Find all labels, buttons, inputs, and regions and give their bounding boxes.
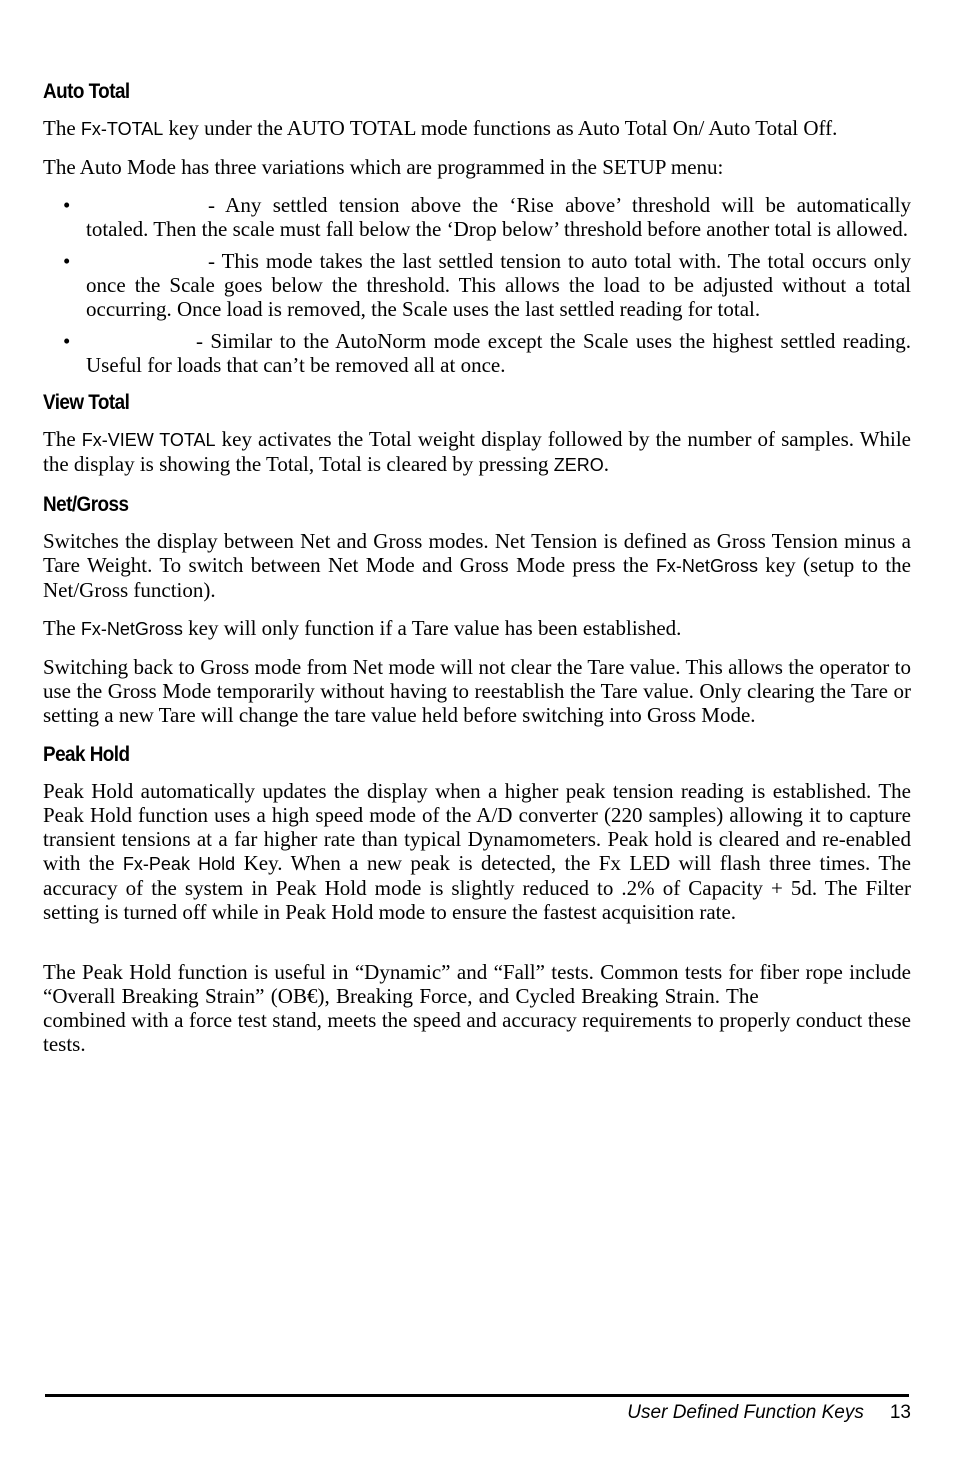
- list-item-text: - Any settled tension above the ‘Rise above’ threshold will be automatically totaled. Then the scale must fall below the ‘Drop below’ threshold before another total is allowed.: [86, 193, 911, 241]
- key-fx-netgross: Fx-NetGross: [655, 556, 758, 576]
- auto-total-paragraph-1: [43, 116, 911, 141]
- key-zero: ZERO: [553, 455, 604, 475]
- heading-peak-hold: Peak Hold: [43, 743, 130, 766]
- text: Key. When a new peak is detected, the Fx LED will flash three times. The accuracy of the system in Peak Hold mode is slightly reduced to .2% of Capacity + 5d. The Filter setting is turned off while in Peak Hold mode to ensure the fastest acquisition rate.: [43, 851, 911, 924]
- bullet-marker: •: [63, 193, 71, 217]
- bullet-marker: •: [63, 329, 71, 353]
- section-peak-hold: [43, 741, 911, 1056]
- peak-hold-paragraph-2: [43, 960, 911, 1056]
- section-net-gross: [43, 491, 911, 727]
- key-fx-netgross: Fx-NetGross: [80, 619, 183, 639]
- heading-auto-total: Auto Total: [43, 80, 130, 103]
- list-item-text: - Similar to the AutoNorm mode except the Scale uses the highest settled reading. Useful for loads that can’t be removed all at once.: [86, 329, 911, 377]
- text: .: [603, 452, 609, 476]
- key-fx-total: Fx-TOTAL: [80, 119, 164, 139]
- footer-rule: [45, 1394, 909, 1397]
- net-gross-paragraph-2: [43, 616, 911, 641]
- text: key will only function if a Tare value has been established.: [182, 616, 682, 640]
- peak-hold-paragraph-1: [43, 779, 911, 924]
- heading-view-total: View Total: [43, 391, 130, 414]
- page-content: [43, 78, 911, 1070]
- section-view-total: [43, 389, 911, 477]
- list-item: [43, 193, 911, 241]
- heading-net-gross: Net/Gross: [43, 493, 129, 516]
- list-item: [43, 329, 911, 377]
- auto-mode-list: [43, 193, 911, 377]
- list-item-text: - This mode takes the last settled tension to auto total with. The total occurs only once the Scale goes below the threshold. This allows the load to be adjusted without a total occurring. Once load is removed, the Scale uses the last settled reading for total.: [86, 249, 911, 321]
- bullet-marker: •: [63, 249, 71, 273]
- text: Switches the display between Net and Gross modes. Net Tension is defined as Gross Tension minus a Tare Weight. To switch between Net Mode and Gross Mode press the: [43, 529, 911, 577]
- text: The: [43, 427, 82, 451]
- section-auto-total: [43, 78, 911, 377]
- page-footer: [627, 1402, 911, 1424]
- text: Peak Hold automatically updates the display when a higher peak tension reading is established. The Peak Hold function uses a high speed mode of the A/D converter (220 samples) allowing it to capture transient tensions at a far higher rate than typical Dynamometers. Peak hold is cleared and re-enabled with the: [43, 779, 911, 875]
- text: The Peak Hold function is useful in “Dynamic” and “Fall” tests. Common tests for fiber rope include “Overall Breaking Strain” (OB€), Breaking Force, and Cycled Breaking Strain. The: [43, 960, 911, 1008]
- view-total-paragraph: [43, 427, 911, 477]
- key-fx-peak-hold: Fx-Peak Hold: [122, 854, 236, 874]
- list-item: [43, 249, 911, 321]
- text: key (setup to the Net/Gross function).: [43, 553, 911, 602]
- text: The: [43, 116, 81, 140]
- key-fx-view-total: Fx-VIEW TOTAL: [81, 430, 216, 450]
- net-gross-paragraph-1: [43, 529, 911, 602]
- footer-title: User Defined Function Keys: [627, 1402, 864, 1423]
- auto-total-paragraph-2: The Auto Mode has three variations which are programmed in the SETUP menu:: [43, 155, 724, 179]
- net-gross-paragraph-3: Switching back to Gross mode from Net mode will not clear the Tare value. This allows the operator to use the Gross Mode temporarily without having to reestablish the Tare value. Only clearing the Tare or setting a new Tare will change the tare value held before switching into Gross Mode.: [43, 655, 911, 727]
- page-number: 13: [889, 1402, 911, 1423]
- text: The: [43, 616, 81, 640]
- text: key under the AUTO TOTAL mode functions as Auto Total On/ Auto Total Off.: [163, 116, 838, 140]
- text: key activates the Total weight display followed by the number of samples. While the display is showing the Total, Total is cleared by pressing: [43, 427, 912, 476]
- text: combined with a force test stand, meets the speed and accuracy requirements to properly conduct these tests.: [43, 1008, 911, 1056]
